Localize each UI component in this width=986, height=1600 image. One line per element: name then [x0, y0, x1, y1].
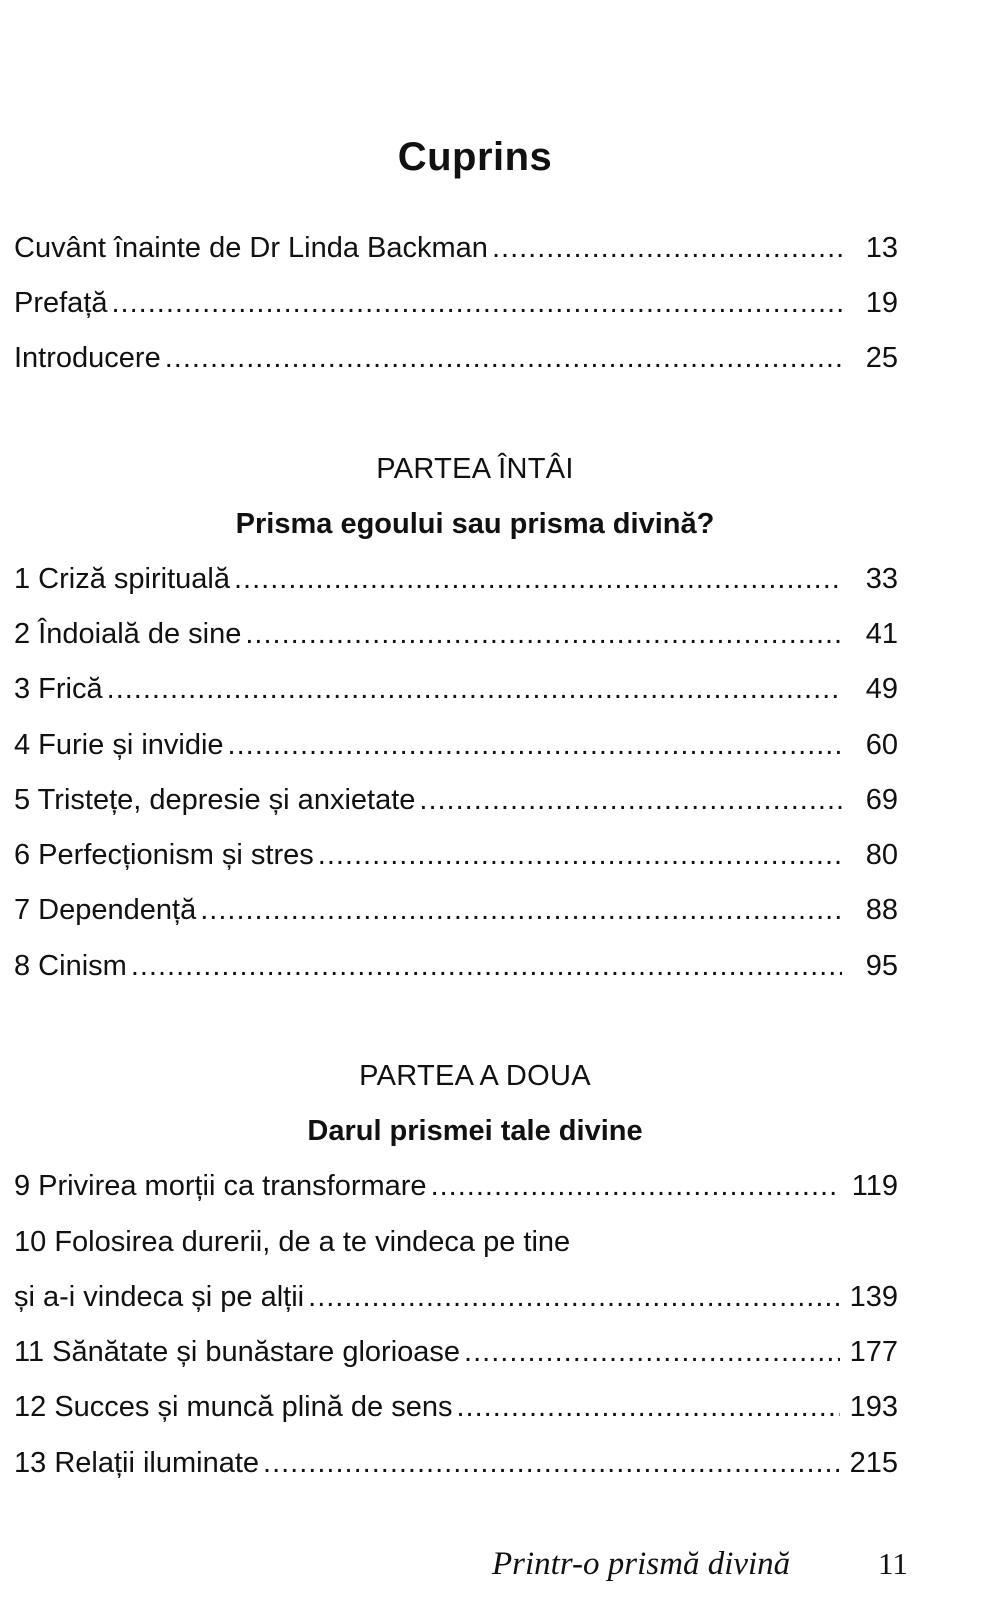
toc-entry-page: 69: [865, 784, 898, 816]
toc-entry-page: 95: [865, 950, 898, 982]
toc-entry-label: Prefață: [14, 287, 108, 319]
toc-entry-chapter-2: [14, 614, 898, 654]
dot-leader: [165, 338, 842, 378]
toc-entry-label: 13 Relații iluminate: [14, 1447, 260, 1479]
part-two-heading: PARTEA A DOUA: [359, 1060, 591, 1092]
toc-entry-label: 4 Furie și invidie: [14, 729, 224, 761]
toc-entry-chapter-3: [14, 669, 898, 709]
dot-leader: [131, 946, 842, 986]
part-one-heading: PARTEA ÎNTÂI: [376, 453, 574, 485]
dot-leader: [419, 780, 842, 820]
dot-leader: [200, 890, 842, 930]
dot-leader: [492, 228, 842, 268]
toc-entry-chapter-1: [14, 559, 898, 599]
toc-entry-chapter-10-line1: 10 Folosirea durerii, de a te vindeca pe tine: [14, 1226, 571, 1258]
toc-entry-page: 60: [865, 729, 898, 761]
dot-leader: [263, 1443, 840, 1483]
toc-entry-page: 177: [849, 1336, 898, 1368]
dot-leader: [456, 1387, 840, 1427]
dot-leader: [112, 283, 843, 323]
toc-entry-page: 41: [865, 618, 898, 650]
toc-entry-chapter-11: [14, 1332, 898, 1372]
toc-entry-chapter-12: [14, 1387, 898, 1427]
toc-entry-label: 11 Sănătate și bunăstare glorioase: [14, 1336, 461, 1368]
toc-entry-page: 119: [851, 1170, 898, 1202]
toc-entry-page: 13: [865, 232, 898, 264]
toc-entry-label: 3 Frică: [14, 673, 103, 705]
toc-entry-chapter-4: [14, 725, 898, 765]
dot-leader: [431, 1166, 840, 1206]
dot-leader: [318, 835, 842, 875]
toc-entry-chapter-8: [14, 946, 898, 986]
toc-entry-label: Introducere: [14, 342, 161, 374]
toc-entry-label: 1 Criză spirituală: [14, 563, 230, 595]
toc-entry-page: 49: [865, 673, 898, 705]
toc-entry-label: 6 Perfecționism și stres: [14, 839, 314, 871]
dot-leader: [464, 1332, 840, 1372]
toc-entry-label: 8 Cinism: [14, 950, 127, 982]
page-number: 11: [878, 1546, 908, 1581]
toc-entry-label: 2 Îndoială de sine: [14, 618, 242, 650]
toc-entry-label: 12 Succes și muncă plină de sens: [14, 1391, 453, 1423]
dot-leader: [308, 1277, 840, 1317]
toc-entry-page: 193: [849, 1391, 898, 1423]
toc-entry-chapter-5: [14, 780, 898, 820]
dot-leader: [107, 669, 842, 709]
toc-entry-page: 88: [865, 894, 898, 926]
toc-entry-chapter-10: [14, 1277, 898, 1317]
toc-entry-page: 215: [849, 1447, 898, 1479]
toc-entry-label: 9 Privirea morții ca transformare: [14, 1170, 427, 1202]
toc-entry-label: Cuvânt înainte de Dr Linda Backman: [14, 232, 488, 264]
toc-entry-page: 139: [849, 1281, 898, 1313]
toc-entry-page: 25: [865, 342, 898, 374]
toc-entry-label: 7 Dependență: [14, 894, 197, 926]
dot-leader: [228, 725, 842, 765]
toc-entry-chapter-9: [14, 1166, 898, 1206]
toc-entry-page: 19: [865, 287, 898, 319]
toc-entry-label: 5 Tristețe, depresie și anxietate: [14, 784, 416, 816]
toc-entry-page: 33: [865, 563, 898, 595]
toc-entry-foreword: [14, 228, 898, 268]
toc-entry-preface: [14, 283, 898, 323]
toc-entry-chapter-7: [14, 890, 898, 930]
toc-entry-label: și a-i vindeca și pe alții: [14, 1281, 305, 1313]
toc-entry-chapter-6: [14, 835, 898, 875]
running-footer-title: Printr-o prismă divină: [492, 1546, 791, 1582]
toc-entry-chapter-13: [14, 1443, 898, 1483]
dot-leader: [245, 614, 842, 654]
part-two-subtitle: Darul prismei tale divine: [307, 1115, 643, 1147]
toc-entry-introduction: [14, 338, 898, 378]
page-title: Cuprins: [397, 134, 553, 179]
dot-leader: [234, 559, 842, 599]
part-one-subtitle: Prisma egoului sau prisma divină?: [235, 508, 715, 540]
toc-entry-page: 80: [865, 839, 898, 871]
